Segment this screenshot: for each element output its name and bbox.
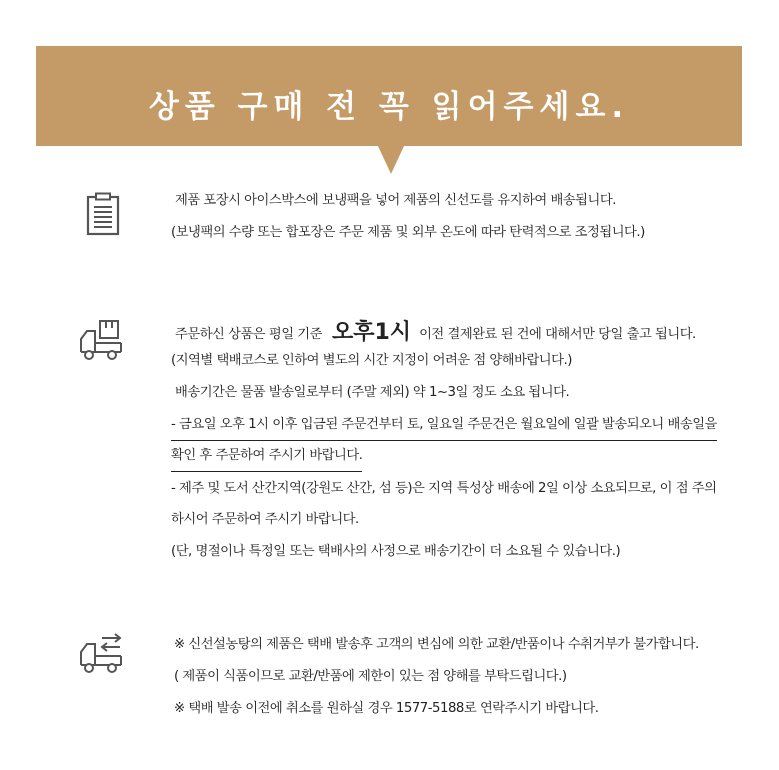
notice-text: 주문하신 상품은 평일 기준 — [175, 327, 322, 342]
notice-line: ※ 택배 발송 이전에 취소를 원하실 경우 1577-5188로 연락주시기 바랍니다. — [174, 701, 599, 716]
notice-line-highlight — [175, 321, 696, 343]
notice-line: 제품 포장시 아이스박스에 보냉팩을 넣어 제품의 신선도를 유지하여 배송됩니다. — [175, 193, 616, 208]
return-truck-icon — [78, 632, 124, 674]
cutoff-time: 오후1시 — [331, 320, 412, 345]
notice-line: (지역별 택배코스로 인하여 별도의 시간 지정이 어려운 점 양해바랍니다.) — [171, 353, 572, 368]
notice-line: ※ 신선설농탕의 제품은 택배 발송후 고객의 변심에 의한 교환/반품이나 수취거부가 불가합니다. — [174, 637, 699, 652]
notice-banner — [36, 46, 742, 146]
notice-line: ( 제품이 식품이므로 교환/반품에 제한이 있는 점 양해를 부탁드립니다.) — [174, 669, 567, 684]
notice-line-underlined — [171, 449, 362, 462]
clipboard-icon — [84, 192, 122, 236]
banner-pointer — [378, 146, 404, 174]
notice-line: - 제주 및 도서 산간지역(강원도 산간, 섬 등)은 지역 특성상 배송에 2일 이상 소요되므로, 이 점 주의 — [171, 481, 717, 496]
notice-line: (보냉팩의 수량 또는 합포장은 주문 제품 및 외부 온도에 따라 탄력적으로 조정됩니다.) — [171, 225, 645, 240]
notice-line: (단, 명절이나 특정일 또는 택배사의 사정으로 배송기간이 더 소요될 수 있습니다.) — [171, 544, 621, 559]
notice-line-underlined — [171, 418, 717, 431]
notice-text: 이전 결제완료 된 건에 대해서만 당일 출고 됩니다. — [419, 327, 696, 342]
notice-line: 하시어 주문하여 주시기 바랍니다. — [171, 512, 359, 527]
notice-line: 배송기간은 물품 발송일로부터 (주말 제외) 약 1~3일 정도 소요 됩니다. — [175, 385, 570, 400]
underlined-text: - 금요일 오후 1시 이후 입금된 주문건부터 토, 일요일 주문건은 월요일에 일괄 발송되오니 배송일을 — [171, 417, 717, 441]
underlined-text: 확인 후 주문하여 주시기 바랍니다. — [171, 448, 362, 472]
banner-title: 상품 구매 전 꼭 읽어주세요. — [148, 89, 630, 125]
delivery-truck-box-icon — [78, 319, 124, 361]
